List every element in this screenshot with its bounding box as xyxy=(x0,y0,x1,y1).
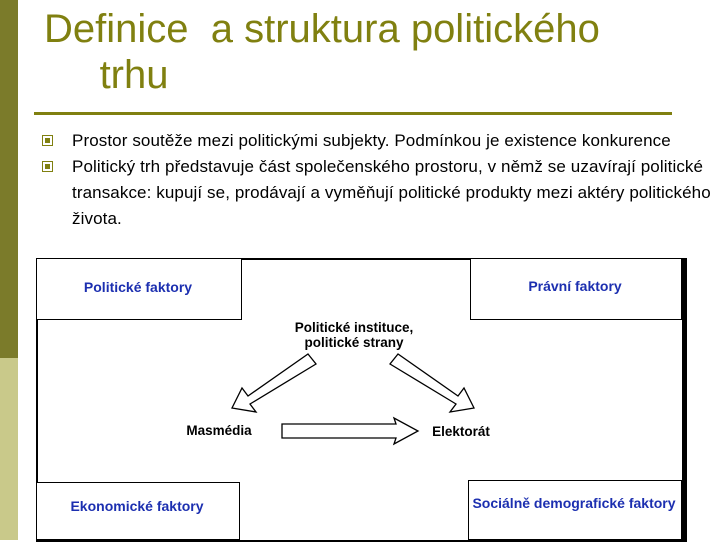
node-electorate: Elektorát xyxy=(432,424,490,439)
label-sociodemographic-factors: Sociálně demografické faktory xyxy=(472,495,676,511)
label-economic-factors: Ekonomické faktory xyxy=(70,498,204,514)
side-bar-dark xyxy=(0,0,18,358)
label-legal-factors: Právní faktory xyxy=(528,278,622,294)
slide-title: Definice a struktura politického trhu xyxy=(44,7,600,97)
bullet-item xyxy=(42,128,712,154)
square-bullet-icon xyxy=(42,161,53,172)
bullet-item xyxy=(42,154,712,232)
arrow-right-icon xyxy=(282,418,418,444)
node-political-institutions: Politické instituce, politické strany xyxy=(294,320,414,350)
bullet-list xyxy=(42,128,712,232)
bullet-text: Prostor soutěže mezi politickými subjekty. Podmínkou je existence konkurence xyxy=(72,131,671,150)
square-bullet-icon xyxy=(42,135,53,146)
diagram-arrows xyxy=(36,258,684,540)
side-bar-light xyxy=(0,358,18,540)
arrow-down-right-icon xyxy=(390,354,474,412)
title-divider xyxy=(34,112,672,115)
node-mass-media: Masmédia xyxy=(186,423,252,438)
label-political-factors: Politické faktory xyxy=(83,279,193,295)
arrow-down-left-icon xyxy=(232,354,316,412)
market-structure-diagram xyxy=(36,258,684,540)
bullet-text: Politický trh představuje část společenského prostoru, v němž se uzavírají politické transakce: kupují se, prodávají a vyměňují politické produkty mezi aktéry politického života. xyxy=(72,157,711,228)
